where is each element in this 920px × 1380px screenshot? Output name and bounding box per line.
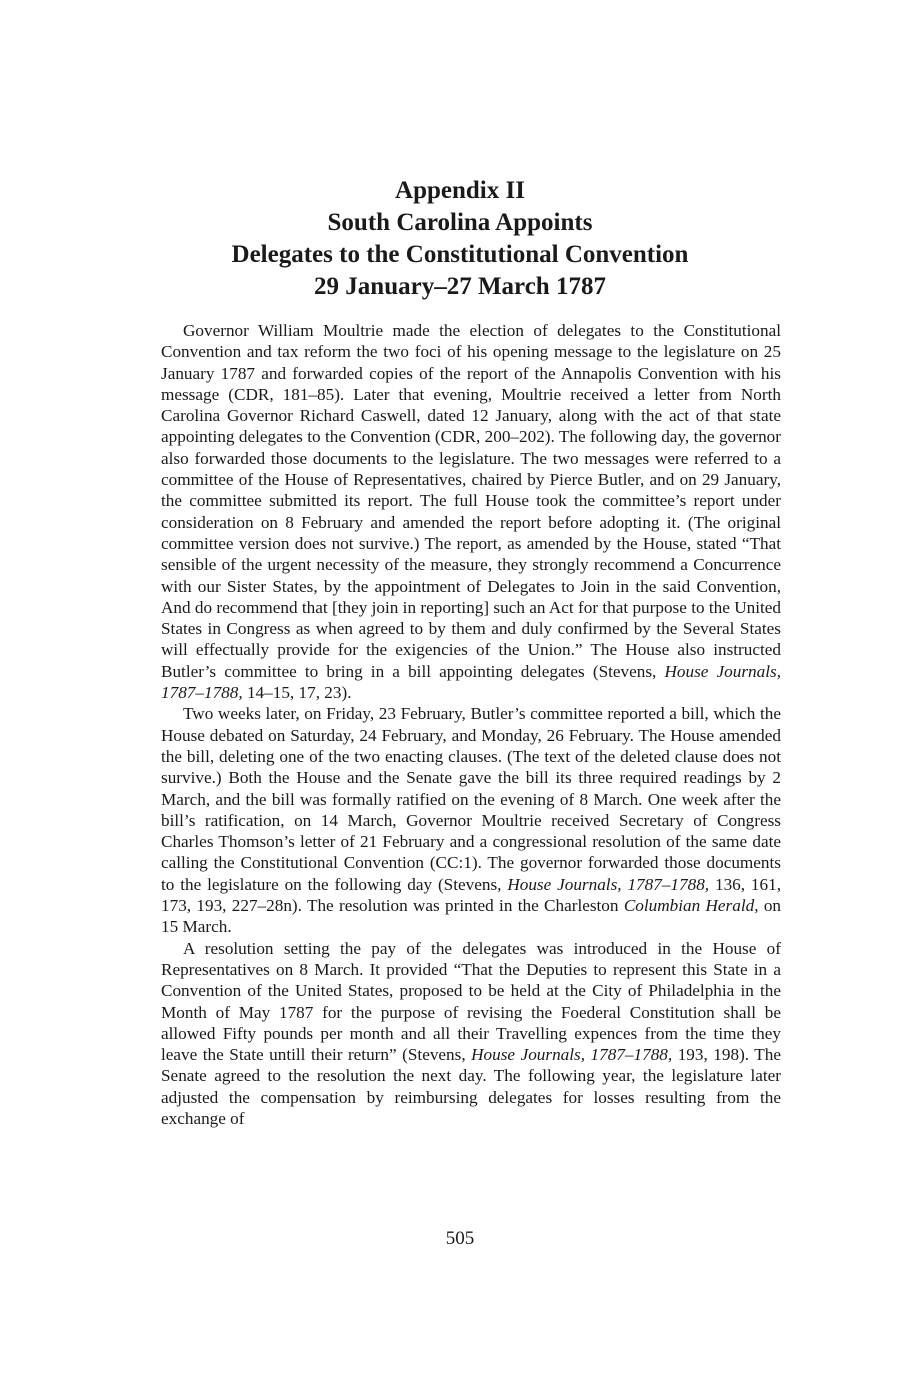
paragraph-2-text-middle: 136, 161, 173, 193, 227–28n). The resolution was printed in the Charleston: [161, 874, 782, 916]
page-number: 505: [445, 1228, 475, 1249]
heading-title-line-1: South Carolina Appoints: [327, 209, 593, 236]
paragraph-3: [161, 938, 781, 1130]
paragraph-2-text-end: on 15 March.: [161, 896, 782, 937]
heading-date-range: 29 January–27 March 1787: [314, 273, 606, 300]
paragraph-2-newspaper-title: Columbian Herald,: [623, 896, 759, 916]
paragraph-1-text: Governor William Moultrie made the election of delegates to the Constitutional Convention and tax reform the two foci of his opening message to the legislature on 25 January 1787 and forwarded copies of the report of the Annapolis Convention with his message (CDR, 181–85). Later that evening, Moultrie received a letter from North Carolina Governor Richard Caswell, dated 12 January, along with the act of that state appointing delegates to the Convention (CDR, 200–202). The following day, the governor also forwarded those documents to the legislature. The two messages were referred to a committee of the House of Representatives, chaired by Pierce Butler, and on 29 January, the committee submitted its report. The full House took the committee’s report under consideration on 8 February and amended the report before adopting it. (The original committee version does not survive.) The report, as amended by the House, stated “That sensible of the urgent necessity of the measure, they strongly recommend a Concurrence with our Sister States, by the appointment of Delegates to Join in the said Convention, And do recommend that [they join in reporting] such an Act for that purpose to the United States in Congress as when agreed to by them and duly confirmed by the Several States will effectually provide for the exigencies of the Union.” The House also instructed Butler’s committee to bring in a bill appointing delegates (Stevens,: [161, 321, 781, 681]
paragraph-3-citation-title: House Journals, 1787–1788,: [471, 1045, 673, 1065]
paragraph-3-text: A resolution setting the pay of the delegates was introduced in the House of Representatives on 8 March. It provided “That the Deputies to represent this State in a Convention of the United States, proposed to be held at the City of Philadelphia in the Month of May 1787 for the purpose of revising the Foederal Constitution shall be allowed Fifty pounds per month and all their Travelling expences from the time they leave the State untill their return” (Stevens,: [161, 938, 781, 1065]
paragraph-1-citation-title: House Journals, 1787–1788,: [161, 661, 781, 703]
appendix-heading: [140, 175, 780, 303]
paragraph-2-citation-title: House Journals, 1787–1788,: [507, 874, 710, 894]
body-text: [161, 320, 781, 1129]
paragraph-1: [161, 320, 781, 703]
paragraph-2-text: Two weeks later, on Friday, 23 February, Butler’s committee reported a bill, which the House debated on Saturday, 24 February, and Monday, 26 February. The House amended the bill, deleting one of the two enacting clauses. (The text of the deleted clause does not survive.) Both the House and the Senate gave the bill its three required readings by 2 March, and the bill was formally ratified on the evening of 8 March. One week after the bill’s ratification, on 14 March, Governor Moultrie received Secretary of Congress Charles Thomson’s letter of 21 February and a congressional resolution of the same date calling the Constitutional Convention (CC:1). The governor forwarded those documents to the legislature on the following day (Stevens,: [161, 704, 781, 894]
paragraph-1-text-end: 14–15, 17, 23).: [242, 683, 352, 703]
paragraph-2: [161, 703, 781, 937]
paragraph-3-text-end: 193, 198). The Senate agreed to the resolution the next day. The following year, the legislature later adjusted the compensation by reimbursing delegates for losses resulting from the exchange of: [161, 1045, 782, 1128]
heading-title-line-2: Delegates to the Constitutional Convention: [231, 241, 689, 268]
heading-appendix-number: Appendix II: [395, 177, 525, 204]
